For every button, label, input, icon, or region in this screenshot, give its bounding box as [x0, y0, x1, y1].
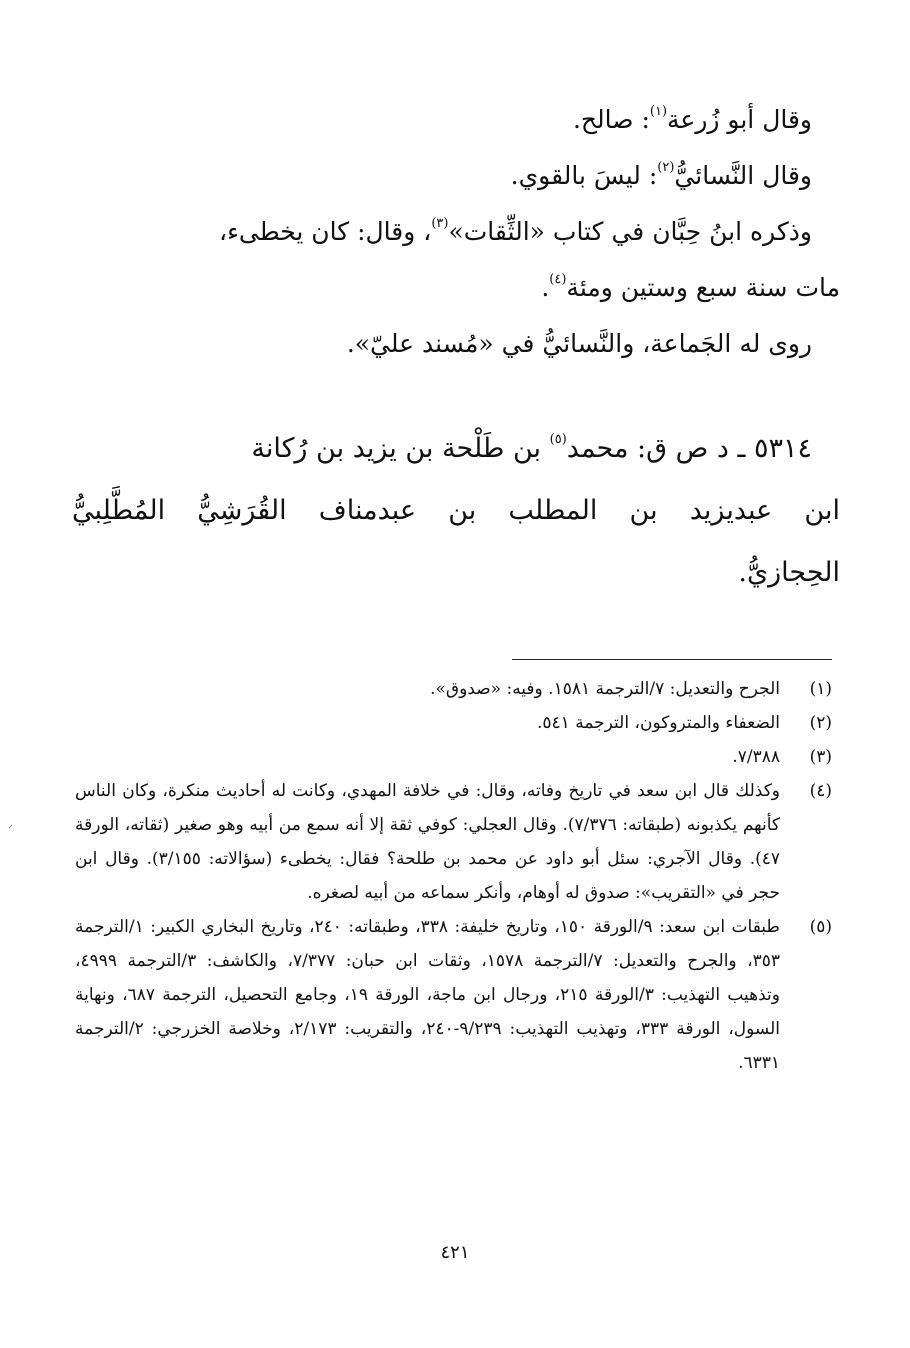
- footnote-3: [75, 740, 832, 774]
- footnote-number: (٣): [809, 747, 832, 767]
- entry-line-2: ابن عبديزيد بن المطلب بن عبدمناف القُرَشِيُّ المُطَّلِبيُّ: [72, 495, 840, 526]
- footnote-text: الضعفاء والمتروكون، الترجمة ٥٤١.: [536, 713, 780, 733]
- main-line-4-tail: .: [541, 273, 550, 302]
- entry-line-3: الحِجازيُّ.: [738, 557, 840, 588]
- footnote-ref-4[interactable]: (٤): [549, 271, 567, 287]
- footnote-text: الجرح والتعديل: ٧/الترجمة ١٥٨١. وفيه: «صدوق».: [430, 679, 780, 699]
- footnote-number: (٢): [809, 713, 832, 733]
- footnote-separator: [512, 659, 832, 660]
- main-line-3-text: وذكره ابنُ حِبَّان في كتاب «الثِّقات»: [448, 217, 812, 246]
- footnote-5: [75, 910, 832, 1080]
- entry-lineage: بن طَلْحة بن يزيد بن رُكانة: [251, 433, 542, 464]
- entry-heading-line: [72, 418, 840, 480]
- footnote-4: [75, 774, 832, 910]
- main-line-2: [72, 148, 840, 204]
- biography-entry: [72, 418, 840, 604]
- main-line-1-tail: : صالح.: [572, 105, 650, 134]
- entry-number-and-name: ٥٣١٤ ـ د ص ق: محمد: [566, 433, 812, 464]
- footnote-1: [75, 672, 832, 706]
- main-line-1-text: وقال أبو زُرعة: [667, 105, 812, 134]
- footnote-number: (٤): [809, 781, 832, 801]
- main-line-3: [72, 204, 840, 260]
- page-number: ٤٢١: [440, 1242, 470, 1263]
- footnotes: [75, 672, 832, 1080]
- footnote-text: طبقات ابن سعد: ٩/الورقة ١٥٠، وتاريخ خليفة: ٣٣٨، وطبقاته: ٢٤٠، وتاريخ البخاري الكبير: ١/الترجمة ٣٥٣، والجرح والتعديل: ٧/الترجمة ١٥٧٨، وثقات ابن حبان: ٧/٣٧٧، والكاشف: ٣/الترجمة ٤٩٩٩، وتذهيب التهذيب: ٣/الورقة ٢١٥، ورجال ابن ماجة، الورقة ١٩، وجامع التحصيل، الترجمة ٦٨٧، ونهاية السول، الورقة ٣٣٣، وتهذيب التهذيب: ٩/٢٣٩-٢٤٠، والتقريب: ٢/١٧٣، وخلاصة الخزرجي: ٢/الترجمة ٦٣٣١.: [75, 917, 781, 1073]
- footnote-ref-2[interactable]: (٢): [657, 159, 675, 175]
- main-line-4-text: مات سنة سبع وستين ومئة: [566, 273, 840, 302]
- footnote-ref-3[interactable]: (٣): [431, 215, 449, 231]
- main-line-5-text: روى له الجَماعة، والنَّسائيُّ في «مُسند عليّ».: [346, 329, 812, 358]
- footnote-ref-1[interactable]: (١): [649, 103, 668, 119]
- footnote-text: ٧/٣٨٨.: [732, 747, 780, 767]
- footnote-ref-5[interactable]: (٥): [549, 432, 567, 447]
- narrator-text: [72, 92, 840, 372]
- margin-scan-mark: ᐟ: [8, 822, 14, 836]
- main-line-4: [72, 260, 840, 316]
- footnote-number: (٥): [809, 917, 832, 937]
- main-line-2-tail: : ليسَ بالقوي.: [510, 161, 658, 190]
- footnote-number: (١): [809, 679, 832, 699]
- main-line-5: [72, 316, 840, 372]
- main-line-3-tail: ، وقال: كان يخطىء،: [219, 217, 432, 246]
- main-line-1: [72, 92, 840, 148]
- footnote-2: [75, 706, 832, 740]
- footnote-text: وكذلك قال ابن سعد في تاريخ وفاته، وقال: في خلافة المهدي، وكانت له أحاديث منكرة، وكان الناس كأنهم يكذبونه (طبقاته: ٧/٣٧٦). وقال العجلي: كوفي ثقة إلا أنه سمع من أبيه وهو صغير (ثقاته، الورقة ٤٧). وقال الآجري: سئل أبو داود عن محمد بن طلحة؟ فقال: يخطىء (سؤالاته: ٣/١٥٥). وقال ابن حجر في «التقريب»: صدوق له أوهام، وأنكر سماعه من أبيه لصغره.: [75, 781, 780, 903]
- main-line-2-text: وقال النَّسائيُّ: [674, 161, 812, 190]
